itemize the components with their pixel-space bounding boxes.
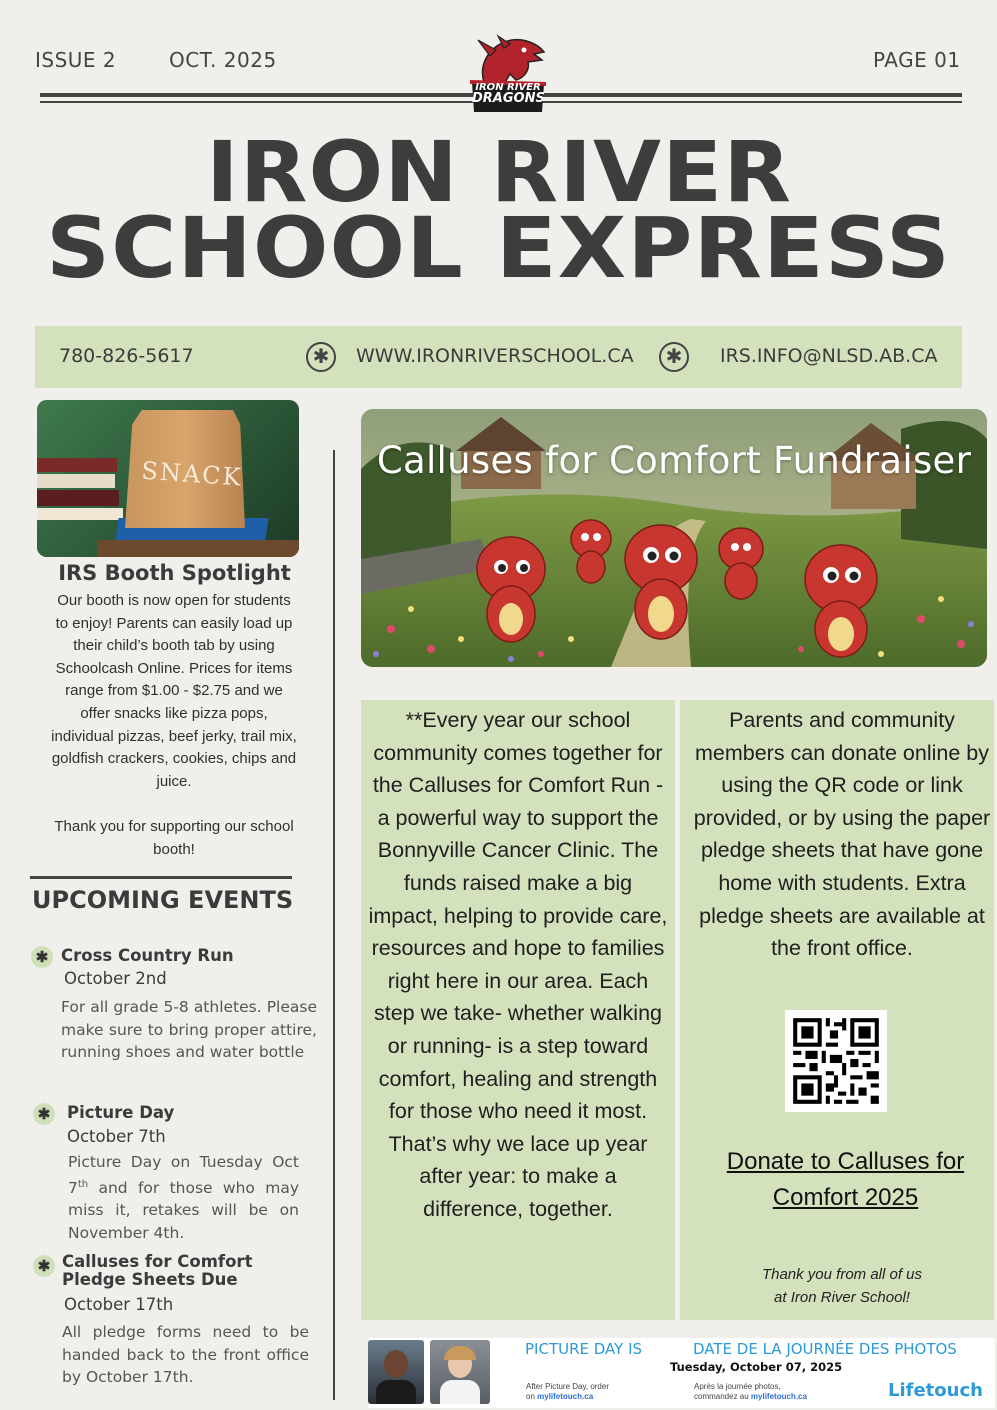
thank-you-note: Thank you from all of us at Iron River School! [761, 1266, 923, 1306]
banner-heading-fr: DATE DE LA JOURNÉE DES PHOTOS [693, 1340, 957, 1358]
mylifetouch-link[interactable]: mylifetouch.ca [750, 1392, 807, 1401]
event-date: October 17th [64, 1295, 174, 1314]
masthead-title-line2: SCHOOL EXPRESS [46, 199, 952, 297]
banner-date: Tuesday, October 07, 2025 [670, 1360, 843, 1374]
article-box-left [361, 700, 675, 1320]
article-right-body: Parents and community members can donate online by using the QR code or link provided, or by using the paper pledge sheets that have gone home with students. Extra pledge sheets are available at the front office. [693, 708, 991, 961]
banner-note-fr: Après la journée photos, commandez au mylifetouch.ca [694, 1382, 807, 1401]
event-body: All pledge forms need to be handed back to the front office by October 17th. [62, 1323, 309, 1387]
qr-code-image[interactable] [785, 1010, 887, 1112]
event-title: Calluses for Comfort Pledge Sheets Due [62, 1252, 253, 1289]
website-link[interactable]: WWW.IRONRIVERSCHOOL.CA [356, 345, 634, 367]
asterisk-icon: ✱ [33, 1103, 55, 1125]
logo-text-line2: DRAGONS [472, 91, 545, 106]
section-divider [30, 876, 292, 879]
email-link[interactable]: IRS.INFO@NLSD.AB.CA [720, 345, 938, 367]
article-left-body: **Every year our school community comes together for the Calluses for Comfort Run - a powerful way to support the Bonnyville Cancer Clinic. The funds raised make a big impact, helping to provide care, resources and hope to families right here in our area. Each step we take- whether walking or running- is a step toward comfort, healing and strength for those who need it most. That’s why we lace up year after year: to make a difference, together. [368, 708, 668, 1221]
asterisk-icon: ✱ [33, 1255, 55, 1277]
event-title: Cross Country Run [61, 946, 234, 965]
event-body: For all grade 5-8 athletes. Please make sure to bring proper attire, running shoes and water bottle [61, 998, 317, 1062]
donate-link[interactable]: Donate to Calluses for Comfort 2025 [726, 1148, 965, 1211]
events-heading: UPCOMING EVENTS [32, 886, 294, 914]
asterisk-icon: ✱ [306, 342, 336, 372]
masthead-title-line1: IRON RIVER [205, 123, 792, 221]
student-photo [368, 1340, 424, 1404]
lifetouch-logo: Lifetouch [888, 1380, 983, 1401]
booth-title: IRS Booth Spotlight [58, 561, 291, 585]
snack-bag-label: SNACK [140, 456, 244, 492]
event-title: Picture Day [67, 1103, 175, 1122]
issue-date: OCT. 2025 [169, 48, 277, 72]
asterisk-icon: ✱ [31, 946, 53, 968]
column-divider [333, 450, 335, 1400]
page-number: PAGE 01 [873, 48, 961, 72]
hero-title: Calluses for Comfort Fundraiser [376, 439, 972, 482]
fundraiser-hero-image [361, 409, 987, 667]
event-body: Picture Day on Tuesday Oct 7th and for those who may miss it, retakes will be on November 4th. [68, 1153, 299, 1242]
dragons-logo [464, 34, 552, 114]
banner-heading-en: PICTURE DAY IS [525, 1340, 643, 1358]
contact-bar [35, 326, 962, 388]
logo-text-line1: IRON RIVER [475, 82, 541, 93]
event-date: October 7th [67, 1127, 166, 1146]
mylifetouch-link[interactable]: mylifetouch.ca [537, 1392, 594, 1401]
snack-image [37, 400, 299, 557]
phone-number: 780-826-5617 [59, 345, 194, 367]
asterisk-icon: ✱ [659, 342, 689, 372]
issue-number: ISSUE 2 [35, 48, 117, 72]
event-date: October 2nd [64, 969, 167, 988]
booth-thanks: Thank you for supporting our school booth! [54, 818, 294, 858]
picture-day-banner [368, 1338, 995, 1408]
article-box-right [680, 700, 994, 1320]
booth-body: Our booth is now open for students to enjoy! Parents can easily load up their child’s booth tab by using Schoolcash Online. Prices for items range from $1.00 - $2.75 and we offer snacks like pizza pops, individual pizzas, beef jerky, trail mix, goldfish crackers, cookies, chips and juice. [51, 592, 297, 790]
student-photo [430, 1340, 490, 1404]
banner-note-en: After Picture Day, order on mylifetouch.ca [526, 1382, 609, 1401]
